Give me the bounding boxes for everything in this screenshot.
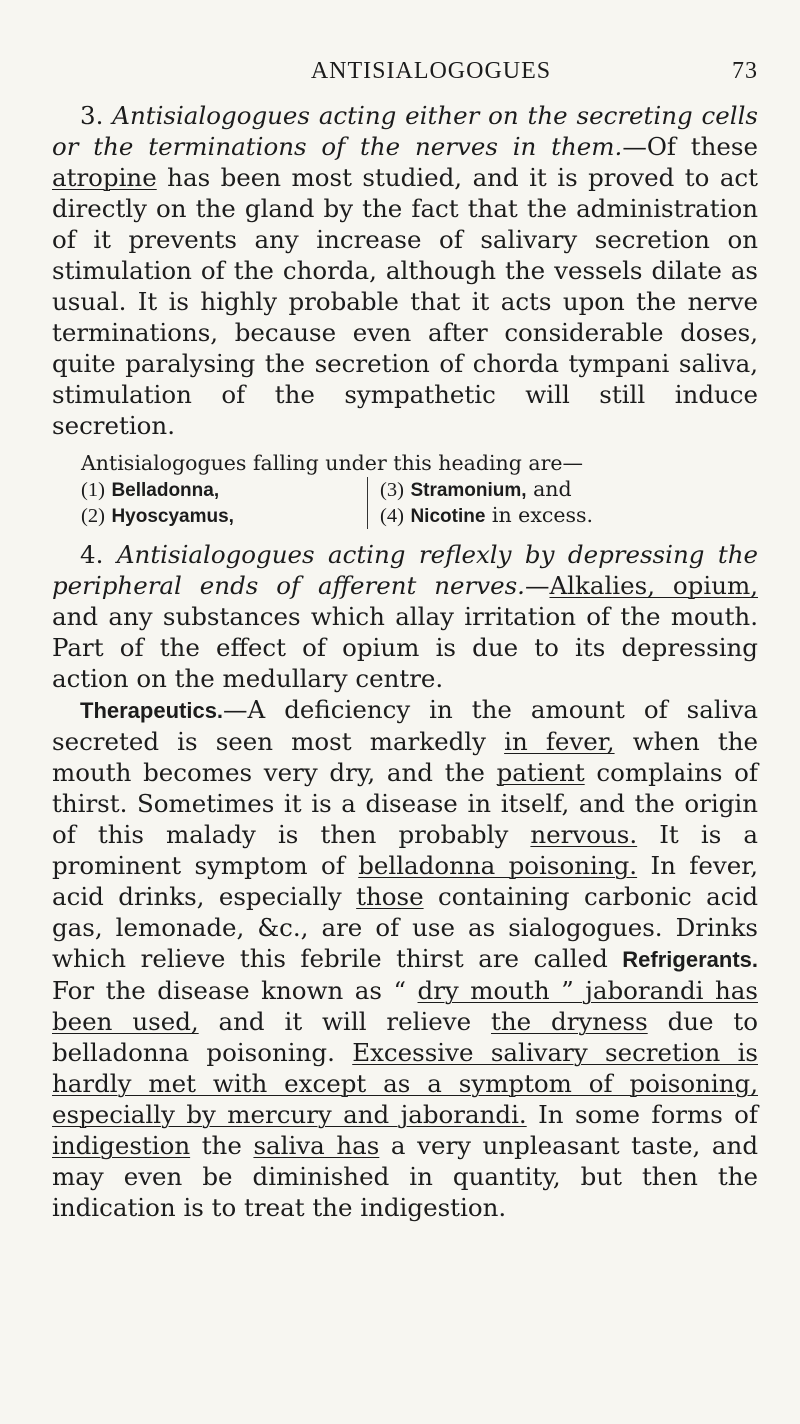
section-3-text-a: —Of these: [622, 132, 758, 161]
list-item: [81, 477, 367, 503]
alkalies-opium-term: Alkalies, opium,: [549, 571, 758, 600]
running-head: [52, 58, 758, 100]
list-columns: [52, 477, 758, 529]
section-4-heading: Antisialogogues acting reflexly by depressing the peripheral ends of afferent nerves.: [52, 540, 758, 600]
book-page: [52, 58, 758, 1398]
list-item: [81, 503, 367, 529]
running-title: ANTISIALOGOGUES: [310, 58, 552, 84]
list-item-name: Nicotine: [410, 506, 486, 527]
section-4-text-a: —: [524, 571, 550, 600]
list-item-suffix: in excess.: [485, 503, 594, 527]
therapeutics-text-5: In fever, acid drinks, especially: [52, 851, 758, 911]
antisialogogues-list: [52, 451, 758, 529]
list-item-name: Hyoscyamus,: [111, 506, 234, 527]
therapeutics-text-1: —A deficiency in the amount of saliva secreted is seen most markedly: [52, 695, 758, 756]
patient-term: patient: [496, 758, 585, 787]
therapeutics-text-10: In some forms of: [526, 1100, 758, 1129]
therapeutics-text-4: It is a prominent symptom of: [52, 820, 758, 880]
section-4-text-b: and any substances which allay irritation of the mouth. Part of the effect of opium is due to its depressing action on the medullary centre.: [52, 602, 758, 693]
therapeutics-text-6: containing carbonic acid gas, lemonade, &c., are of use as sialogogues. Drinks which relieve this febrile thirst are called: [52, 882, 759, 973]
therapeutics-text-2: when the mouth becomes very dry, and the: [52, 727, 758, 787]
in-fever-term: in fever,: [504, 727, 615, 756]
dry-mouth-term: dry mouth ” jaborandi has been used,: [52, 976, 758, 1036]
refrigerants-term: Refrigerants.: [622, 947, 758, 972]
those-term: those: [356, 882, 424, 911]
list-column-right: [368, 477, 593, 529]
section-3-heading: Antisialogogues acting either on the secreting cells or the terminations of the nerves in them.: [52, 101, 758, 161]
list-item: [380, 477, 593, 503]
belladonna-poisoning-term: belladonna poisoning.: [358, 851, 638, 880]
list-item-number: (4): [380, 505, 404, 527]
list-item-name: Belladonna,: [111, 480, 220, 501]
therapeutics-paragraph: [52, 694, 758, 1223]
list-item-suffix: and: [526, 477, 572, 501]
saliva-has-term: saliva has: [253, 1131, 380, 1160]
section-3-paragraph: [52, 100, 758, 441]
list-item-number: (2): [81, 505, 105, 527]
therapeutics-text-8: and it will relieve: [198, 1007, 492, 1036]
therapeutics-text-9: due to belladonna poisoning.: [52, 1007, 759, 1067]
the-dryness-term: the dryness: [491, 1007, 648, 1036]
section-4-paragraph: [52, 539, 758, 694]
section-4-number: 4.: [80, 540, 104, 569]
list-item-number: (3): [380, 479, 404, 501]
therapeutics-text-11: the: [190, 1131, 254, 1160]
list-item-number: (1): [81, 479, 105, 501]
list-column-left: [52, 477, 368, 529]
nervous-term: nervous.: [530, 820, 638, 849]
therapeutics-text-7: For the disease known as “: [52, 976, 418, 1005]
therapeutics-text-12: a very unpleasant taste, and may even be diminished in quantity, but then the indication is to treat the indigestion.: [52, 1131, 759, 1222]
therapeutics-label: Therapeutics.: [80, 698, 224, 723]
list-item: [380, 503, 593, 529]
list-item-name: Stramonium,: [410, 480, 527, 501]
page-number: 73: [732, 58, 758, 84]
atropine-term: atropine: [52, 163, 157, 192]
list-intro: Antisialogogues falling under this heading are—: [81, 451, 584, 475]
section-3-number: 3.: [80, 101, 104, 130]
therapeutics-text-3: complains of thirst. Sometimes it is a disease in itself, and the origin of this malady is then probably: [52, 758, 758, 849]
indigestion-term: indigestion: [52, 1131, 191, 1160]
excessive-salivary-term: Excessive salivary secretion is hardly met with except as a symptom of poisoning, especially by mercury and jaborandi.: [52, 1038, 758, 1129]
section-3-text-b: has been most studied, and it is proved to act directly on the gland by the fact that the administration of it prevents any increase of salivary secretion on stimulation of the chorda, although the vessels dilate as usual. It is highly probable that it acts upon the nerve terminations, because even after considerable doses, quite paralysing the secretion of chorda tympani saliva, stimulation of the sympathetic will still induce secretion.: [52, 163, 758, 440]
